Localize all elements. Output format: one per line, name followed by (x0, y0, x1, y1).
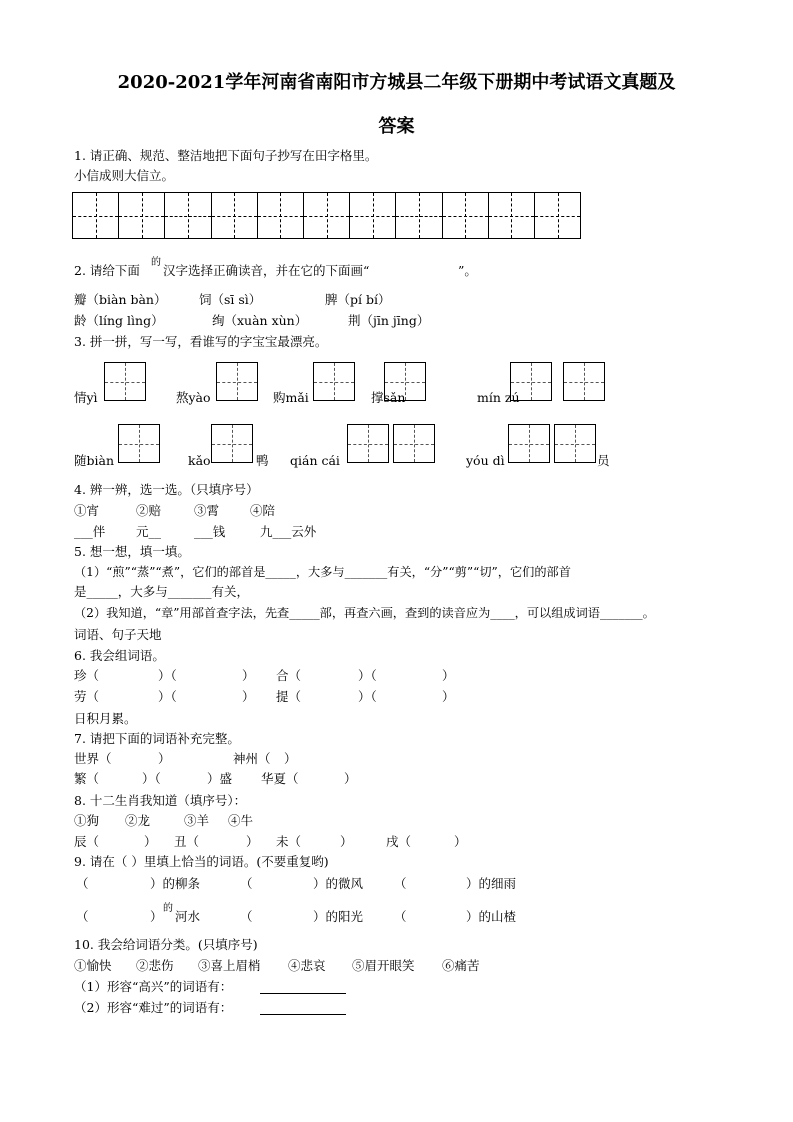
q7-prompt: 7. 请把下面的词语补充完整。 (74, 731, 240, 746)
q6-blank[interactable]: 合（ (276, 668, 302, 683)
q6-blank: ） (442, 668, 455, 683)
q4-option: ③霄 (194, 503, 220, 518)
q7-part: ） (158, 751, 171, 766)
q2-prompt-a: 2. 请给下面 (74, 263, 140, 278)
q7-part[interactable]: 华夏（ (261, 771, 299, 786)
q8-blank[interactable]: 丑（ (174, 834, 200, 849)
q4-blank[interactable]: ___伴 (74, 524, 106, 539)
q3-prompt: 3. 拼一拼，写一写，看谁写的字宝宝最漂亮。 (74, 334, 328, 349)
q8-blank[interactable]: 辰（ (74, 834, 100, 849)
q2-item[interactable]: 脾（pí bí） (325, 292, 391, 307)
q4-option: ②赔 (136, 503, 162, 518)
q3-label: 熬yào (176, 390, 211, 405)
writing-box[interactable] (510, 362, 552, 401)
q9-phrase: 河水 (175, 909, 201, 924)
q10-answer-line-1[interactable] (260, 993, 346, 994)
q2-item[interactable]: 荆（jīn jīng） (348, 313, 430, 328)
q8-blank[interactable]: 未（ (276, 834, 302, 849)
q6-blank: ） (242, 689, 255, 704)
q10-option: ③喜上眉梢 (198, 958, 261, 973)
q9-small-char: 的 (163, 903, 173, 914)
q3-label: 购mǎi (273, 390, 309, 405)
q7-part[interactable]: ）（ (142, 771, 161, 786)
tianzi-cell[interactable] (395, 192, 442, 239)
q6-blank[interactable]: ）（ (158, 689, 177, 704)
tianzi-cell[interactable] (442, 192, 489, 239)
q7-part[interactable]: 神州（ (233, 751, 271, 766)
writing-box[interactable] (393, 424, 435, 463)
q10-prompt: 10. 我会给词语分类。(只填序号) (74, 937, 258, 952)
q8-option: ③羊 (184, 813, 210, 828)
q2-prompt-c: ”。 (458, 263, 477, 278)
q3-label: 鸭 (256, 453, 269, 468)
q6-blank[interactable]: 提（ (276, 689, 302, 704)
q3-label: yóu dì (466, 453, 505, 468)
q8-option: ④牛 (228, 813, 254, 828)
q10-option: ①愉快 (74, 958, 112, 973)
page-title-continued: 答案 (378, 116, 415, 137)
page-title: 2020-2021学年河南省南阳市方城县二年级下册期中考试语文真题及 (117, 72, 676, 93)
tianzi-cell[interactable] (164, 192, 211, 239)
q9-open[interactable]: （ (394, 876, 407, 891)
q2-item[interactable]: 瓣（biàn bàn） (74, 292, 167, 307)
tianzi-cell[interactable] (488, 192, 535, 239)
section-heading: 日积月累。 (74, 711, 137, 726)
q10-option: ⑥痛苦 (442, 958, 480, 973)
q3-label: 撑sǎn (371, 390, 406, 405)
q6-blank[interactable]: 劳（ (74, 689, 100, 704)
writing-box[interactable] (118, 424, 160, 463)
tianzi-cell[interactable] (303, 192, 350, 239)
q10-sub2: （2）形容“难过”的词语有： (74, 1000, 233, 1015)
writing-box[interactable] (554, 424, 596, 463)
q9-phrase: ）的柳条 (150, 876, 201, 891)
tianzi-cell[interactable] (211, 192, 258, 239)
q9-phrase: ）的山楂 (466, 909, 517, 924)
q6-blank[interactable]: ）（ (158, 668, 177, 683)
q10-option: ②悲伤 (136, 958, 174, 973)
q3-label: 情yì (74, 390, 98, 405)
q8-blank-close: ） (144, 834, 157, 849)
q3-label: kǎo (188, 453, 211, 468)
q8-blank[interactable]: 戌（ (386, 834, 412, 849)
q8-blank-close: ） (340, 834, 353, 849)
tianzi-cell[interactable] (349, 192, 396, 239)
q1-prompt: 1. 请正确、规范、整洁地把下面句子抄写在田字格里。 (74, 148, 378, 163)
writing-box[interactable] (211, 424, 253, 463)
q6-blank[interactable]: ）（ (358, 689, 377, 704)
tianzi-cell[interactable] (72, 192, 119, 239)
q6-blank: ） (242, 668, 255, 683)
q6-blank: ） (442, 689, 455, 704)
q1-sentence: 小信成则大信立。 (74, 168, 175, 183)
q7-part[interactable]: 世界（ (74, 751, 112, 766)
q9-close: ） (150, 909, 163, 924)
tianzi-cell[interactable] (118, 192, 165, 239)
q7-part: ）盛 (207, 771, 233, 786)
q9-open[interactable]: （ (394, 909, 407, 924)
tianzi-cell[interactable] (534, 192, 581, 239)
q7-part[interactable]: 繁（ (74, 771, 100, 786)
writing-box[interactable] (216, 362, 258, 401)
writing-box[interactable] (313, 362, 355, 401)
q9-phrase: ）的阳光 (313, 909, 364, 924)
writing-box[interactable] (563, 362, 605, 401)
q8-blank-close: ） (454, 834, 467, 849)
q6-blank[interactable]: ）（ (358, 668, 377, 683)
q2-prompt-b: 汉字选择正确读音，并在它的下面画“ (163, 263, 370, 278)
q8-prompt: 8. 十二生肖我知道（填序号）： (74, 793, 247, 808)
q9-prompt: 9. 请在（ ）里填上恰当的词语。(不要重复哟) (74, 854, 329, 869)
q9-open[interactable]: （ (240, 909, 253, 924)
q10-answer-line-2[interactable] (260, 1014, 346, 1015)
q3-label: mín zú (477, 390, 520, 405)
q6-blank[interactable]: 珍（ (74, 668, 100, 683)
q2-prompt-small: 的 (151, 257, 161, 268)
tianzi-cell[interactable] (257, 192, 304, 239)
q10-option: ④悲哀 (288, 958, 326, 973)
q9-open[interactable]: （ (76, 876, 89, 891)
q7-part: ） (284, 751, 297, 766)
q9-phrase: ）的细雨 (466, 876, 517, 891)
writing-box[interactable] (508, 424, 550, 463)
q8-option: ②龙 (125, 813, 151, 828)
q9-open[interactable]: （ (76, 909, 89, 924)
q8-blank-close: ） (246, 834, 259, 849)
q5-line2[interactable]: 是_____，大多与_______有关， (74, 584, 250, 599)
q4-blank[interactable]: ___钱 (194, 524, 226, 539)
q2-item[interactable]: 饲（sī sì） (199, 292, 262, 307)
q4-prompt: 4. 辨一辨，选一选。（只填序号） (74, 482, 259, 497)
q5-line3[interactable]: （2）我知道，“章”用部首查字法，先查_____部，再查六画，查到的读音应为____，可以组成词语_______。 (74, 606, 655, 620)
q7-part: ） (344, 771, 357, 786)
q9-phrase: ）的微风 (313, 876, 364, 891)
q3-label: qián cái (290, 453, 340, 468)
writing-box[interactable] (347, 424, 389, 463)
q4-option: ④陪 (250, 503, 276, 518)
q2-item[interactable]: 绚（xuàn xùn） (212, 313, 308, 328)
q9-open[interactable]: （ (240, 876, 253, 891)
q5-line1[interactable]: （1）“煎”“蒸”“煮”，它们的部首是_____，大多与_______有关，“分”“剪”“切”，它们的部首 (74, 565, 571, 579)
q8-option: ①狗 (74, 813, 100, 828)
q4-blank[interactable]: 元__ (136, 524, 162, 539)
q10-option: ⑤眉开眼笑 (352, 958, 415, 973)
section-heading: 词语、句子天地 (74, 627, 162, 642)
q4-option: ①宵 (74, 503, 100, 518)
q2-item[interactable]: 龄（líng lìng） (74, 313, 164, 328)
q3-label: 随biàn (74, 453, 115, 468)
q3-label: 员 (597, 453, 610, 468)
q5-prompt: 5. 想一想，填一填。 (74, 544, 190, 559)
writing-box[interactable] (104, 362, 146, 401)
writing-box[interactable] (384, 362, 426, 401)
q4-blank[interactable]: 九___云外 (260, 524, 317, 539)
q6-prompt: 6. 我会组词语。 (74, 648, 165, 663)
q10-sub1: （1）形容“高兴”的词语有： (74, 979, 233, 994)
